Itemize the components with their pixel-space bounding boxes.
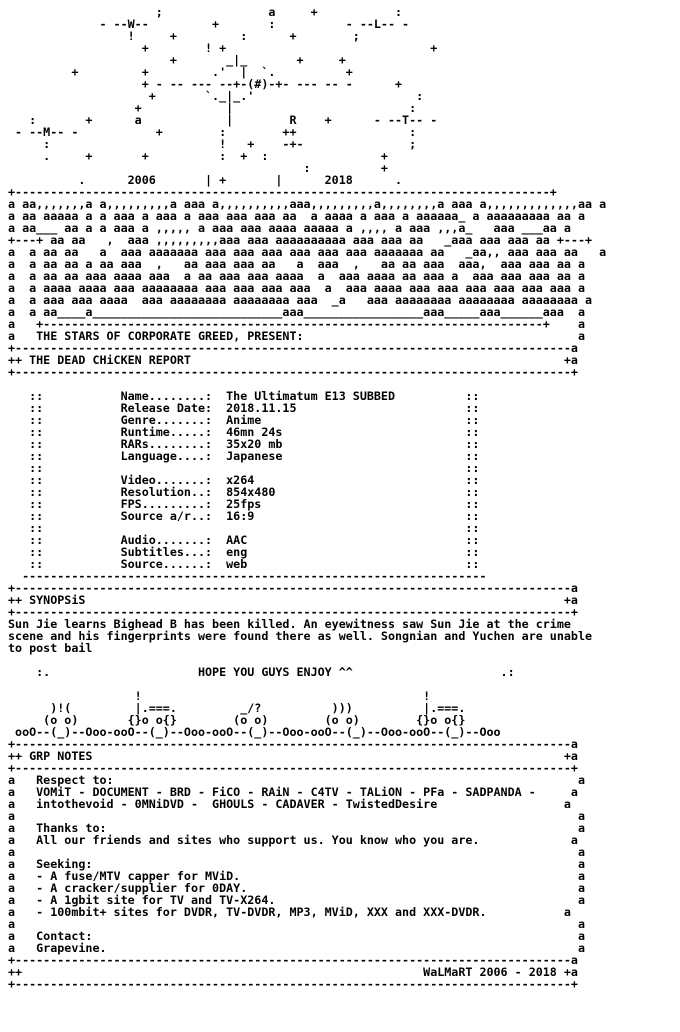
nfo-line: + | :: [8, 101, 417, 115]
nfo-line: ; a + :: [8, 5, 403, 19]
nfo-line: a a: [8, 845, 585, 859]
nfo-line: +-------------------------------------------------------------------------------+: [8, 977, 578, 991]
nfo-line: :: ::: [8, 521, 480, 535]
nfo-line: ++ THE DEAD CHiCKEN REPORT +a: [8, 353, 578, 367]
nfo-line: to post bail: [8, 641, 93, 655]
nfo-line: :: RARs........: 35x20 mb ::: [8, 437, 480, 451]
nfo-line: + - -- --- --+-(#)-+- --- -- - +: [8, 77, 403, 91]
nfo-line: : + a | R + - --T-- -: [8, 113, 438, 127]
nfo-line: a VOMiT - DOCUMENT - BRD - FiCO - RAiN - C4TV - TALiON - PFa - SADPANDA - a: [8, 785, 578, 799]
nfo-line: :: Runtime.....: 46mn 24s ::: [8, 425, 480, 439]
nfo-line: a a: [8, 917, 585, 931]
nfo-line: a a aa aa aaa aaaa aaa a aa aaa aaa aaaa a aaa aaaa aa aaa a aaa aaa aaa aa a: [8, 269, 585, 283]
nfo-line: scene and his fingerprints were found there as well. Songnian and Yuchen are unable: [8, 629, 593, 643]
nfo-line: + _|_ + +: [8, 53, 346, 67]
nfo-line: . + + : + : +: [8, 149, 388, 163]
nfo-line: :: Name........: The Ultimatum E13 SUBBED ::: [8, 389, 480, 403]
nfo-line: a - A 1gbit site for TV and TV-X264. a: [8, 893, 585, 907]
nfo-line: a Seeking: a: [8, 857, 585, 871]
nfo-line: a All our friends and sites who support us. You know who you are. a: [8, 833, 578, 847]
nfo-line: (o o) {}o o{} (o o) (o o) {}o o{}: [8, 713, 466, 727]
nfo-line: ++ WaLMaRT 2006 - 2018 +a: [8, 965, 578, 979]
nfo-line: ++ SYNOPSiS +a: [8, 593, 578, 607]
nfo-line: :: FPS.........: 25fps ::: [8, 497, 480, 511]
nfo-line: ++ GRP NOTES +a: [8, 749, 578, 763]
nfo-line: a a aa aa a aa aaa , aa aaa aaa aa a aaa , aa aa aaa aaa, aaa aaa aa a: [8, 257, 585, 271]
nfo-line: :: ::: [8, 461, 480, 475]
nfo-line: a Thanks to: a: [8, 821, 585, 835]
nfo-line: a Grapevine. a: [8, 941, 585, 955]
nfo-line: a THE STARS OF CORPORATE GREED, PRESENT: a: [8, 329, 585, 343]
nfo-line: :: Language....: Japanese ::: [8, 449, 480, 463]
nfo-line: :: Video.......: x264 ::: [8, 473, 480, 487]
nfo-line: : ! + -+- ;: [8, 137, 417, 151]
nfo-line: a aa___ aa a a aaa a ,,,,, a aaa aaa aaaa aaaaa a ,,,, a aaa ,,,a_ aaa ___aa a: [8, 221, 571, 235]
nfo-line: a aa aaaaa a a aaa a aaa a aaa aaa aaa aa a aaaa a aaa a aaaaaa_ a aaaaaaaaa aa a: [8, 209, 585, 223]
nfo-line: +-------------------------------------------------------------------------------a: [8, 581, 578, 595]
nfo-line: ooO--(_)--Ooo-ooO--(_)--Ooo-ooO--(_)--Ooo-ooO--(_)--Ooo-ooO--(_)--Ooo: [8, 725, 501, 739]
nfo-line: +----------------------------------------------------------------------------+: [8, 185, 557, 199]
nfo-line: ! + : + ;: [8, 29, 360, 43]
nfo-line: a intothevoid - 0MNiDVD - GHOULS - CADAVER - TwistedDesire a: [8, 797, 571, 811]
nfo-line: a aa,,,,,,,a a,,,,,,,,,a aaa a,,,,,,,,,,aaa,,,,,,,,,a,,,,,,,,a aaa a,,,,,,,,,,,,,aa a: [8, 197, 607, 211]
nfo-line: + ! + +: [8, 41, 438, 55]
nfo-line: + `._|_.' :: [8, 89, 424, 103]
nfo-line: a a aa aa a aaa aaaaaaa aaa aaa aaa aaa aaa aaa aaaaaaa aa _aa,, aaa aaa aa a: [8, 245, 607, 259]
nfo-line: :. HOPE YOU GUYS ENJOY ^^ .:: [8, 665, 515, 679]
nfo-line: : +: [8, 161, 388, 175]
nfo-line: a - 100mbit+ sites for DVDR, TV-DVDR, MP3, MViD, XXX and XXX-DVDR. a: [8, 905, 571, 919]
nfo-line: :: Release Date: 2018.11.15 ::: [8, 401, 480, 415]
nfo-line: a +-----------------------------------------------------------------------+ a: [8, 317, 585, 331]
nfo-line: :: Subtitles...: eng ::: [8, 545, 480, 559]
nfo-line: ! !: [8, 689, 431, 703]
nfo-line: a - A fuse/MTV capper for MViD. a: [8, 869, 585, 883]
nfo-line: a Respect to: a: [8, 773, 585, 787]
nfo-line: :: Source a/r..: 16:9 ::: [8, 509, 480, 523]
nfo-line: a a aaa aaa aaaa aaa aaaaaaaa aaaaaaaa aaa _a aaa aaaaaaaa aaaaaaaa aaaaaaaa a: [8, 293, 593, 307]
nfo-line: :: Audio.......: AAC ::: [8, 533, 480, 547]
nfo-line: +-------------------------------------------------------------------------------+: [8, 365, 578, 379]
nfo-line: - --W-- + : - --L-- -: [8, 17, 410, 31]
nfo-line: +-------------------------------------------------------------------------------+: [8, 605, 578, 619]
nfo-line: +-------------------------------------------------------------------------------a: [8, 953, 578, 967]
nfo-line: a a aa____a___________________________aaa_________________aaa_____aaa______aaa a: [8, 305, 585, 319]
nfo-line: :: Resolution..: 854x480 ::: [8, 485, 480, 499]
nfo-line: :: Genre.......: Anime ::: [8, 413, 480, 427]
nfo-line: a a: [8, 809, 585, 823]
nfo-line: a a aaaa aaaa aaa aaaaaaaa aaa aaa aaa aaa a aaa aaaa aaa aaa aaa aaa aaa aaa a: [8, 281, 585, 295]
nfo-line: Sun Jie learns Bighead B has been killed. An eyewitness saw Sun Jie at the crime: [8, 617, 571, 631]
nfo-line: +---+ aa aa , aaa ,,,,,,,,,aaa aaa aaaaaaaaaa aaa aaa aa _aaa aaa aaa aa +---+: [8, 233, 593, 247]
nfo-line: ------------------------------------------------------------------: [8, 569, 487, 583]
nfo-line: + + .' | `. +: [8, 65, 353, 79]
nfo-line: a - A cracker/supplier for 0DAY. a: [8, 881, 585, 895]
nfo-line: +-------------------------------------------------------------------------------a: [8, 341, 578, 355]
nfo-line: :: Source......: web ::: [8, 557, 480, 571]
nfo-line: +-------------------------------------------------------------------------------+: [8, 761, 578, 775]
nfo-line: . 2006 | + | 2018 .: [8, 173, 403, 187]
nfo-line: +-------------------------------------------------------------------------------a: [8, 737, 578, 751]
nfo-line: )!( |.===. _/? ))) |.===.: [8, 701, 466, 715]
nfo-line: a Contact: a: [8, 929, 585, 943]
nfo-line: - --M-- - + : ++ :: [8, 125, 417, 139]
